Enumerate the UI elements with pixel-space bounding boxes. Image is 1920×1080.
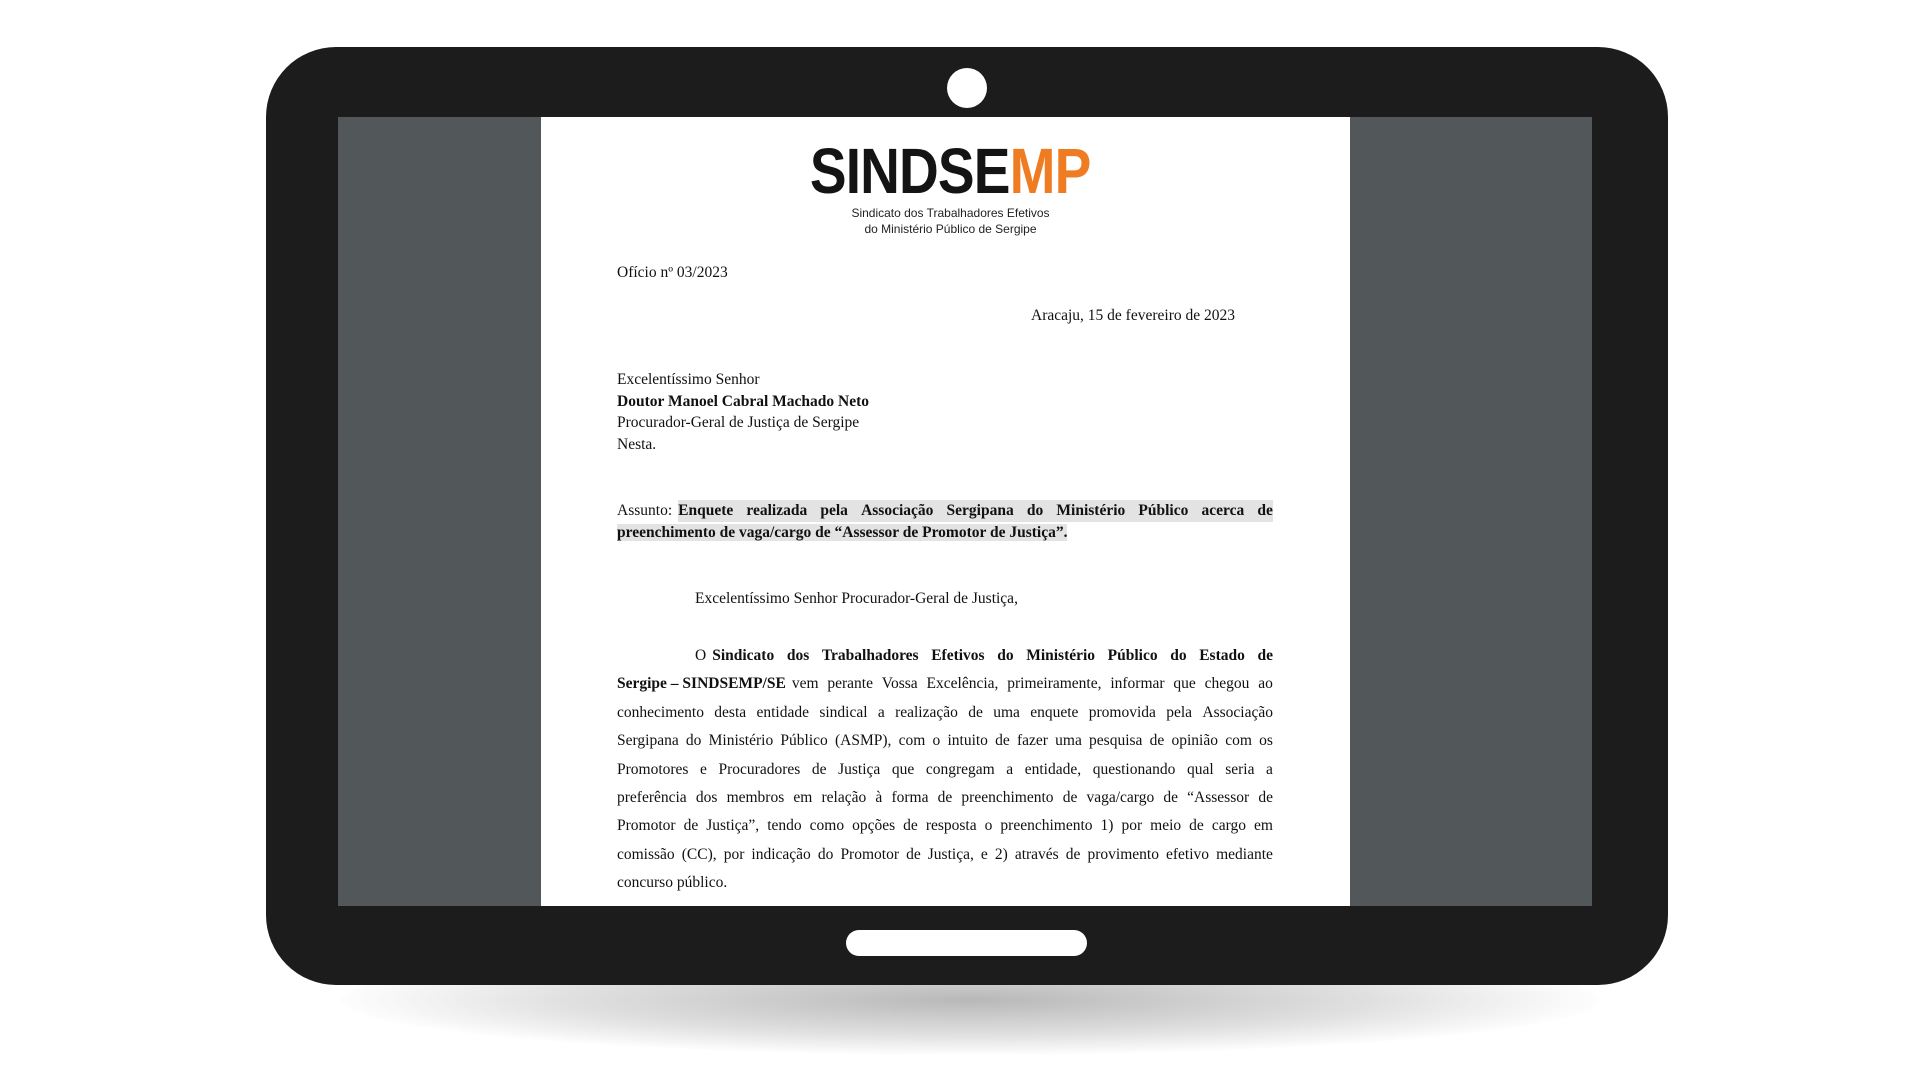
logo-subtitle-2: do Ministério Público de Sergipe	[864, 222, 1037, 236]
body-line-6-text: preferência dos membros em relação à forma de preenchimento de vaga/cargo de “Assessor de	[617, 789, 1273, 807]
tablet-screen	[338, 117, 1592, 906]
body-lead: O	[695, 647, 707, 664]
body-line-3-text: conhecimento desta entidade sindical a realização de uma enquete promovida pela Associação	[617, 703, 1273, 721]
body-line-2	[617, 670, 1273, 698]
subject-label: Assunto:	[617, 502, 673, 519]
date-line: Aracaju, 15 de fevereiro de 2023	[1031, 307, 1235, 324]
recipient-name: Doutor Manoel Cabral Machado Neto	[617, 392, 869, 410]
subject-block	[617, 500, 1273, 543]
recipient-block	[617, 369, 869, 455]
body-line-4-text: Sergipana do Ministério Público (ASMP), com o intuito de fazer uma pesquisa de opinião com os	[617, 732, 1273, 750]
subject-line-1	[617, 500, 1273, 522]
body-line-7	[617, 812, 1273, 840]
recipient-position: Procurador-Geral de Justiça de Sergipe	[617, 414, 860, 431]
body-bold-1: Sindicato dos Trabalhadores Efetivos do Ministério Público do Estado de	[712, 647, 1273, 664]
body-line-1	[617, 642, 1273, 670]
body-line-5	[617, 756, 1273, 784]
subject-text-1	[678, 500, 1273, 522]
subject-text-1-content: Enquete realizada pela Associação Sergipana do Ministério Público acerca de	[678, 502, 1273, 519]
body-line-4	[617, 727, 1273, 755]
camera-dot	[947, 68, 987, 108]
logo-subtitle-1: Sindicato dos Trabalhadores Efetivos	[851, 206, 1050, 220]
body-bold-2: Sergipe – SINDSEMP/SE	[617, 675, 786, 693]
office-number: Ofício nº 03/2023	[617, 264, 728, 281]
body-line-2-rest: vem perante Vossa Excelência, primeiramente, informar que chegou ao	[791, 675, 1273, 693]
logo-wordmark	[810, 135, 1091, 207]
body-line-3	[617, 699, 1273, 727]
body-paragraph	[617, 642, 1273, 898]
logo-mp: MP	[1009, 135, 1091, 207]
body-line-9	[617, 869, 1273, 897]
body-line-8-text: comissão (CC), por indicação do Promotor de Justiça, e 2) através de provimento efetivo mediante	[617, 845, 1273, 863]
sindsemp-logo	[541, 135, 1350, 237]
body-line-7-text: Promotor de Justiça”, tendo como opções de resposta o preenchimento 1) por meio de cargo em	[617, 817, 1273, 835]
body-line-6	[617, 784, 1273, 812]
body-line-8	[617, 841, 1273, 869]
subject-line-2	[617, 522, 1273, 544]
greeting: Excelentíssimo Senhor Procurador-Geral de Justiça,	[695, 590, 1018, 607]
body-line-5-text: Promotores e Procuradores de Justiça que congregam a entidade, questionando qual seria a	[617, 760, 1273, 778]
home-button	[846, 930, 1087, 956]
body-line-9-text: concurso público.	[617, 874, 728, 892]
recipient-location: Nesta.	[617, 435, 657, 453]
subject-text-2: preenchimento de vaga/cargo de “Assessor de Promotor de Justiça”.	[617, 523, 1068, 541]
logo-sinds: SINDSE	[810, 135, 1010, 207]
recipient-salutation: Excelentíssimo Senhor	[617, 371, 760, 388]
document-page	[541, 117, 1350, 906]
